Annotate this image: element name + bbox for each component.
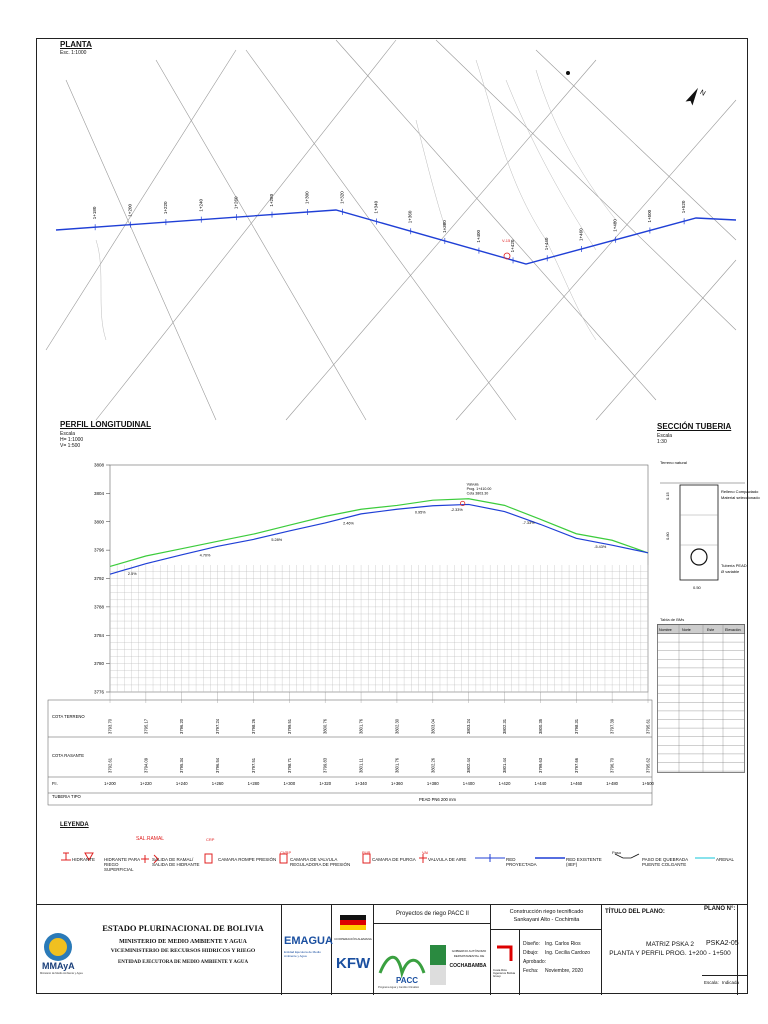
- svg-text:Programa Agua y Cambio Climáti: Programa Agua y Cambio Climático: [378, 986, 420, 989]
- cochabamba-flag: [430, 945, 446, 985]
- leyenda-sal-ramal: SAL.RAMAL: [136, 836, 165, 842]
- tb-plano: PSKA2-05: [706, 940, 739, 947]
- perfil-y-tick: 3788: [93, 604, 104, 610]
- tb-diseno: Ing. Carlos Rios: [545, 941, 581, 947]
- planta-station-label: 1+220: [162, 201, 168, 215]
- leyenda-camara-valvula: CAMARA DE VALVULA REGULADORA DE PRESIÓN: [290, 857, 351, 867]
- cota-rasante-value: 3797.66: [573, 757, 579, 773]
- perfil-y-tick: 3808: [93, 462, 104, 468]
- tb-kfw: [332, 905, 374, 995]
- leyenda-vai: VAI: [422, 850, 429, 855]
- planta-station-label: 1+320: [339, 191, 345, 204]
- bm-header-norte: Norte: [682, 628, 691, 632]
- cota-terreno-value: 3803.24: [466, 718, 472, 734]
- planta-station-label: 1+180: [92, 206, 98, 220]
- leyenda-paso: Paso: [612, 850, 622, 855]
- planta-station-label: 1+460: [578, 228, 584, 241]
- cota-rasante-value: 3796.54: [215, 757, 221, 773]
- svg-text:Ministerio de Medio Ambiente y: Ministerio de Medio Ambiente y Agua: [40, 972, 83, 975]
- planta-station-label: 1+420: [510, 239, 516, 253]
- tb-titulo-1: MATRIZ PSKA 2: [646, 941, 694, 948]
- cota-terreno-value: 3798.31: [573, 718, 579, 734]
- seccion-dim-depth: 0.80: [665, 532, 670, 540]
- bm-header-nombre: Nombre: [659, 628, 672, 632]
- planta-view: [36, 40, 748, 420]
- perfil-title: PERFIL LONGITUDINAL: [60, 420, 151, 429]
- cota-terreno-value: 3802.31: [502, 718, 508, 734]
- cota-terreno-value: 3797.39: [609, 718, 615, 734]
- cota-rasante-value: 3797.51: [250, 757, 256, 773]
- tb-cochabamba: COCHABAMBA: [449, 963, 487, 969]
- profile-row-label: COTA RASANTE: [52, 753, 85, 758]
- tb-diseno-label: Diseño:: [523, 941, 540, 947]
- cota-rasante-value: 3799.83: [322, 757, 328, 773]
- progresiva-value: 1+220: [139, 781, 152, 786]
- perfil-y-tick: 3796: [93, 547, 104, 553]
- planta-station-label: 1+200: [127, 204, 133, 217]
- seccion-tuberia: [655, 455, 760, 595]
- cota-rasante-value: 3795.62: [645, 757, 651, 773]
- cota-rasante-value: 3802.44: [466, 757, 472, 773]
- profile-row-label: TUBERIA TIPO: [52, 794, 81, 799]
- tb-construccion: [491, 905, 602, 995]
- bm-table: [657, 624, 745, 774]
- leyenda-cvrp: CVRP: [280, 850, 292, 855]
- tb-plano-label: PLANO N°:: [704, 906, 736, 912]
- perfil-y-tick: 3780: [93, 661, 104, 667]
- seccion-label-material: Material seleccionado: [721, 495, 760, 500]
- cota-rasante-value: 3792.61: [107, 757, 113, 773]
- leyenda-camara-purga: CAMARA DE PURGA: [372, 857, 416, 862]
- perfil-v-scale: V= 1:500: [60, 443, 81, 449]
- cota-rasante-value: 3801.44: [502, 757, 508, 773]
- tb-viceministerio: VICEMINISTERIO DE RECURSOS HIDRICOS Y RIEGO: [110, 948, 256, 954]
- cota-terreno-value: 3802.30: [394, 718, 400, 734]
- slope-label: 2.46%: [343, 521, 354, 526]
- bm-header-elevacion: Elevación: [725, 628, 741, 632]
- progresiva-value: 1+240: [175, 781, 188, 786]
- svg-text:N: N: [698, 89, 707, 98]
- leyenda-red-existente: RED EXISTENTE (IIEF): [566, 857, 602, 867]
- cota-terreno-value: 3797.24: [215, 718, 221, 734]
- planta-title: PLANTA: [60, 40, 92, 49]
- emagua-logo: EMAGUA: [284, 935, 333, 947]
- planta-station-label: 1+480: [612, 219, 618, 232]
- tb-titulo-label: TÍTULO DEL PLANO:: [605, 909, 665, 915]
- bm-table-title: Tabla de BMs: [660, 617, 685, 622]
- tb-proyecto: [374, 905, 491, 995]
- seccion-dim-top: 0.15: [665, 492, 670, 500]
- tb-ministerio: MINISTERIO DE MEDIO AMBIENTE Y AGUA: [119, 939, 247, 945]
- valve-note: Válvula: [466, 482, 479, 487]
- seccion-label-diametro: Ø variable: [721, 569, 740, 574]
- svg-text:PACC: PACC: [396, 976, 419, 985]
- tb-consultora: Costa Rica Ingenieros Bolivia Group: [493, 968, 516, 979]
- valve-label: V-15: [502, 238, 511, 243]
- cota-rasante-value: 3796.70: [609, 757, 615, 773]
- cota-terreno-value: 3800.76: [322, 718, 328, 734]
- tb-escala-label: Escala:: [704, 980, 719, 985]
- perfil-h-scale: H= 1:1000: [60, 437, 84, 443]
- cota-terreno-value: 3795.17: [143, 718, 149, 734]
- progresiva-value: 1+400: [462, 781, 475, 786]
- planta-scale: Esc. 1:1000: [60, 50, 87, 56]
- planta-station-label: 1+520: [681, 200, 687, 214]
- seccion-scale-label: Escala: [657, 433, 673, 439]
- coop-alemana: COOPERACIÓN ALEMANA: [334, 937, 372, 941]
- slope-label: 5.28%: [271, 538, 283, 543]
- tb-titulo-2: PLANTA Y PERFIL PROG. 1+200 - 1+500: [609, 950, 731, 957]
- perfil-y-tick: 3776: [93, 689, 104, 695]
- bm-header-este: Este: [707, 628, 715, 632]
- tb-emagua: [282, 905, 332, 995]
- progresiva-value: 1+320: [319, 781, 332, 786]
- progresiva-value: 1+380: [426, 781, 439, 786]
- planta-station-label: 1+240: [198, 198, 204, 212]
- perfil-y-tick: 3792: [93, 576, 104, 581]
- cota-rasante-value: 3802.26: [430, 757, 436, 773]
- progresiva-value: 1+200: [104, 781, 116, 786]
- leyenda-paso-quebrada: PASO DE QUEBRADA PUENTE COLGANTE: [642, 857, 688, 867]
- cota-rasante-value: 3799.63: [537, 757, 543, 773]
- tb-dibujo: Ing. Cecilia Cardozo: [545, 950, 591, 956]
- cota-rasante-value: 3801.11: [358, 758, 364, 773]
- leyenda-red-proyectada: RED PROYECTADA: [506, 857, 537, 867]
- seccion-title: SECCIÓN TUBERIA: [657, 422, 732, 431]
- terrain-line: [110, 499, 648, 567]
- cota-terreno-value: 3801.76: [358, 718, 364, 734]
- cota-terreno-value: 3799.51: [286, 718, 292, 734]
- cota-rasante-value: 3801.76: [394, 757, 400, 773]
- title-block: [36, 904, 748, 995]
- cota-terreno-value: 3796.20: [179, 718, 185, 734]
- tb-estado: ESTADO PLURINACIONAL DE BOLIVIA: [102, 923, 264, 933]
- cota-rasante-value: 3794.09: [143, 757, 149, 773]
- tb-aprobado-label: Aprobado:: [523, 959, 547, 965]
- perfil-y-tick: 3800: [93, 519, 104, 525]
- progresiva-value: 1+260: [211, 781, 224, 786]
- progresiva-value: 1+280: [247, 781, 260, 786]
- perfil-scale-label: Escala: [60, 431, 76, 437]
- seccion-dim-width: 0.50: [693, 585, 701, 590]
- progresiva-value: 1+420: [498, 781, 511, 786]
- leyenda-hidrante-riego: HIDRANTE PARA RIEGO SUPERFICIAL: [104, 857, 140, 872]
- cota-rasante-value: 3795.34: [179, 757, 185, 773]
- seccion-scale: 1:30: [657, 439, 667, 445]
- seccion-label-terreno: Terreno natural: [660, 460, 687, 465]
- planta-station-label: 1+400: [475, 229, 481, 243]
- mmaya-logo: [40, 925, 92, 975]
- planta-station-label: 1+380: [441, 220, 447, 233]
- pacc-logo: [378, 943, 428, 989]
- consultora-logo: [493, 943, 515, 965]
- planta-station-label: 1+440: [544, 237, 550, 251]
- cota-terreno-value: 3800.35: [537, 718, 543, 734]
- leyenda-hidrante: HIDRANTE: [72, 857, 96, 862]
- profile-row-label: P.I.: [52, 781, 58, 786]
- slope-label: -7.33%: [522, 520, 535, 525]
- valve-note: Cota 3803.30: [466, 491, 489, 496]
- profile-row-label: COTA TERRENO: [52, 714, 85, 719]
- svg-text:MMAyA: MMAyA: [42, 961, 75, 971]
- seccion-label-relleno: Relleno Compactado: [721, 489, 759, 494]
- progresiva-value: 1+360: [391, 781, 403, 786]
- tb-fecha-label: Fecha:: [523, 968, 539, 974]
- german-coop-logo: [340, 911, 366, 937]
- leyenda-valvula-aire: VALVULA DE AIRE: [428, 857, 467, 862]
- planta-station-label: 1+500: [646, 209, 652, 223]
- tb-proyectos: Proyectos de riego PACC II: [396, 911, 469, 917]
- perfil-longitudinal: [40, 455, 660, 805]
- leyenda-pur: PUR: [362, 850, 371, 855]
- progresiva-value: 1+440: [534, 781, 547, 786]
- rasante-line: [110, 504, 648, 574]
- cota-rasante-value: 3798.71: [286, 757, 292, 773]
- planta-station-label: 1+280: [269, 193, 275, 207]
- emagua-sub: Entidad Ejecutora de Medio Ambiente y Agua: [284, 950, 321, 958]
- slope-label: 4.70%: [199, 553, 211, 558]
- slope-label: 0.95%: [414, 510, 426, 515]
- planta-station-label: 1+340: [373, 200, 379, 214]
- leyenda-salida-ramal: SALIDA DE RAMAL/ SALIDA DE HIDRANTE: [152, 857, 200, 867]
- planta-station-label: 1+360: [407, 210, 413, 224]
- seccion-label-tuberia: Tubería PEAD: [721, 563, 747, 568]
- planta-station-label: 1+300: [304, 191, 310, 205]
- leyenda-crp: CRP: [206, 837, 215, 842]
- tb-entidad: ENTIDAD EJECUTORA DE MEDIO AMBIENTE Y AGUA: [117, 960, 249, 965]
- leyenda-title: LEYENDA: [60, 822, 89, 828]
- perfil-y-tick: 3804: [93, 490, 104, 496]
- cota-terreno-value: 3798.26: [250, 718, 256, 734]
- tb-fecha: Noviembre, 2020: [545, 968, 584, 974]
- progresiva-value: 1+480: [606, 781, 619, 786]
- north-arrow: [686, 85, 707, 108]
- tb-escala: Indicada: [722, 980, 740, 985]
- leyenda-arenal: ARENAL: [716, 857, 735, 862]
- planta-station-label: 1+260: [233, 196, 239, 210]
- progresiva-value: 1+300: [283, 781, 296, 786]
- progresiva-value: 1+460: [570, 781, 583, 786]
- tb-dibujo-label: Dibujo:: [523, 950, 539, 956]
- cota-terreno-value: 3795.61: [645, 718, 651, 734]
- tuberia-tipo-value: PEAD PN6 200 mm: [419, 797, 457, 802]
- tb-construccion-text: Construcción riego tecnificado: [509, 909, 584, 915]
- progresiva-value: 1+340: [355, 781, 367, 786]
- slope-label: -5.43%: [594, 544, 607, 549]
- tb-gobierno: GOBIERNO AUTÓNOMO DEPARTAMENTAL DE: [451, 949, 487, 958]
- slope-label: 2.5%: [127, 571, 137, 576]
- valve-note: Prog. 1+410.00: [466, 486, 492, 491]
- kfw-logo: KFW: [336, 955, 371, 972]
- progresiva-value: 1+500: [642, 781, 654, 786]
- slope-label: -2.33%: [450, 508, 463, 513]
- cota-terreno-value: 3803.04: [430, 718, 436, 734]
- leyenda-camara-rompe: CAMARA ROMPE PRESIÓN: [218, 857, 277, 862]
- tb-lugar: Sankayani Alto - Cochimita: [513, 917, 580, 923]
- perfil-y-tick: 3784: [93, 632, 104, 638]
- tb-institution: [36, 905, 282, 995]
- cota-terreno-value: 3793.70: [107, 718, 113, 734]
